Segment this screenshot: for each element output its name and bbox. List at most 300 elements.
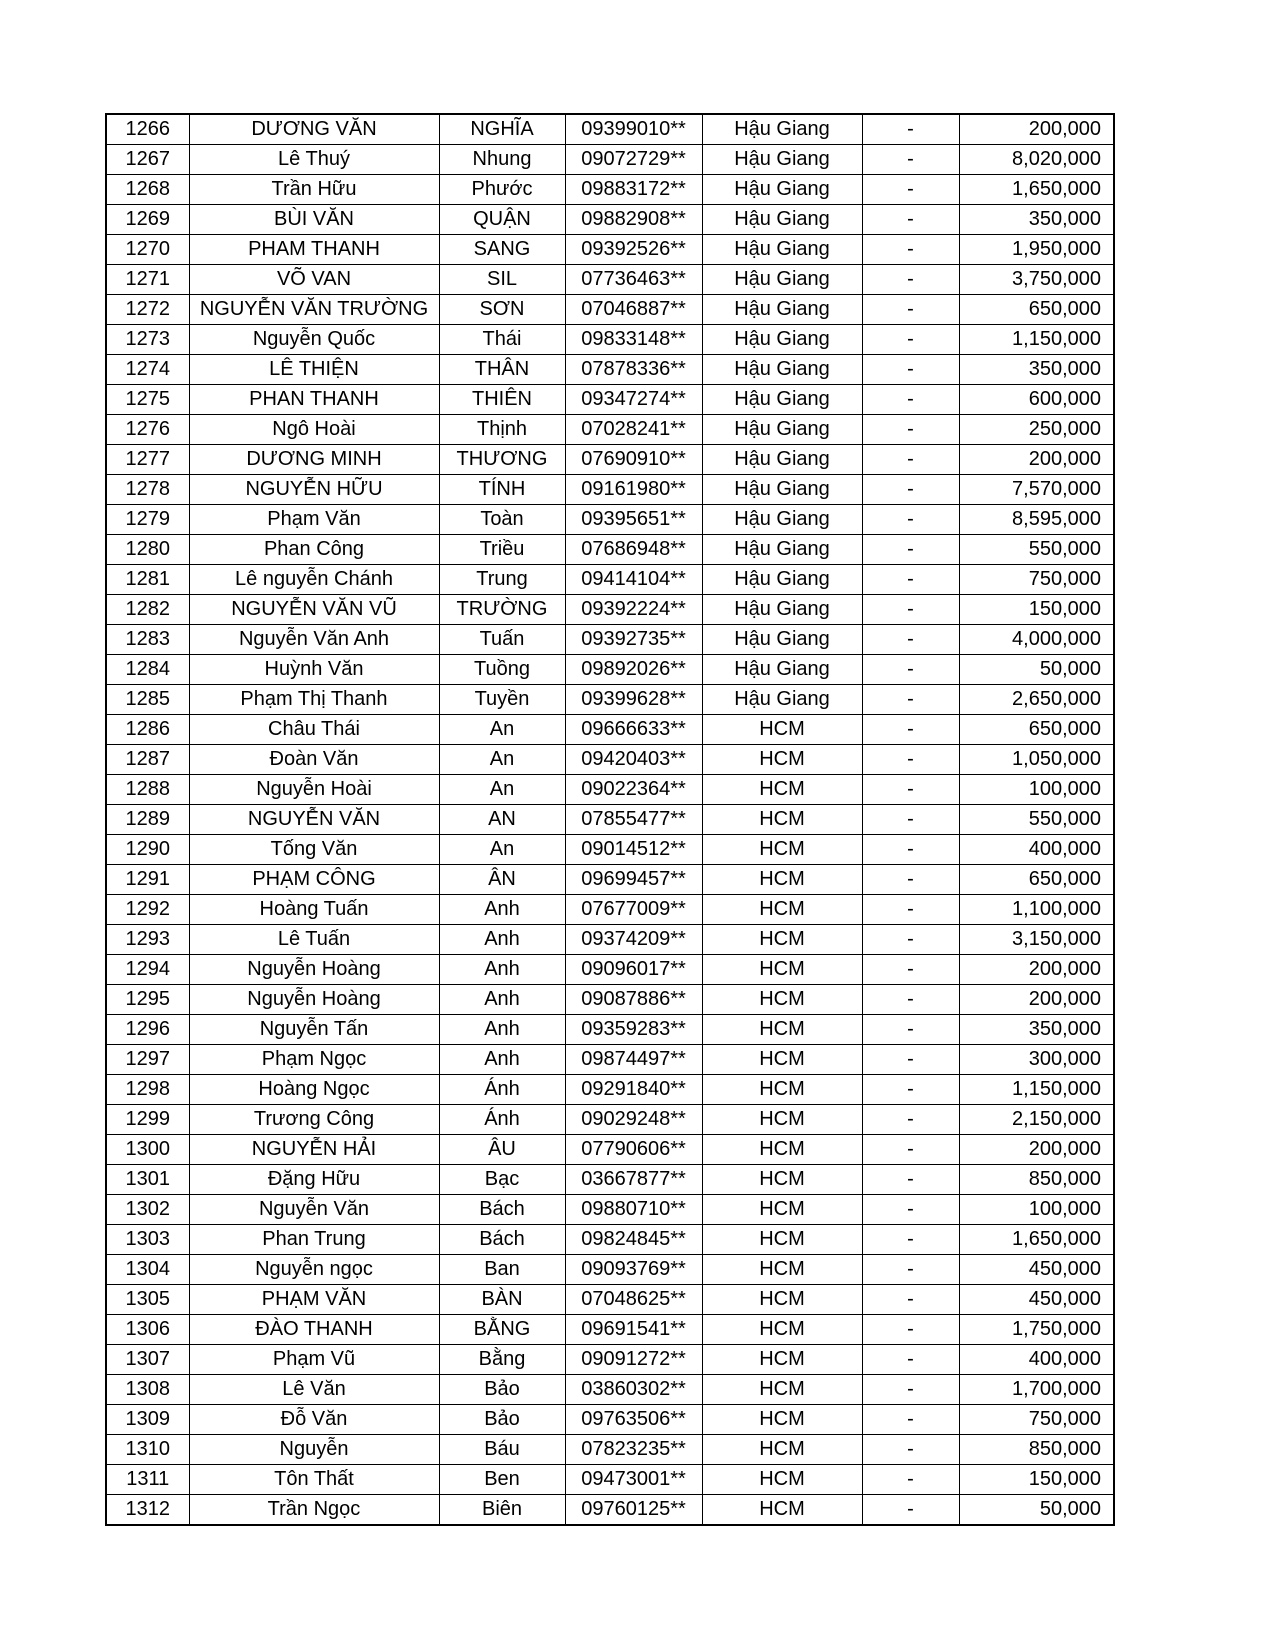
phone-number-cell: 09763506** [565, 1405, 702, 1435]
table-row [106, 925, 1114, 955]
table-row [106, 235, 1114, 265]
phone-number-cell: 09691541** [565, 1315, 702, 1345]
last-middle-name-cell: Phan Công [189, 535, 439, 565]
province-cell: HCM [702, 1225, 862, 1255]
last-middle-name-cell: Phạm Văn [189, 505, 439, 535]
last-middle-name-cell: Huỳnh Văn [189, 655, 439, 685]
placeholder-dash-cell: - [862, 265, 959, 295]
row-number-cell: 1277 [106, 445, 189, 475]
last-middle-name-cell: Lê Tuấn [189, 925, 439, 955]
row-number-cell: 1273 [106, 325, 189, 355]
province-cell: HCM [702, 895, 862, 925]
row-number-cell: 1275 [106, 385, 189, 415]
row-number-cell: 1268 [106, 175, 189, 205]
table-row [106, 1465, 1114, 1495]
phone-number-cell: 09414104** [565, 565, 702, 595]
province-cell: HCM [702, 805, 862, 835]
last-middle-name-cell: PHAN THANH [189, 385, 439, 415]
placeholder-dash-cell: - [862, 865, 959, 895]
placeholder-dash-cell: - [862, 1465, 959, 1495]
province-cell: Hậu Giang [702, 505, 862, 535]
province-cell: Hậu Giang [702, 145, 862, 175]
table-row [106, 1135, 1114, 1165]
placeholder-dash-cell: - [862, 1105, 959, 1135]
row-number-cell: 1272 [106, 295, 189, 325]
last-middle-name-cell: VÕ VAN [189, 265, 439, 295]
amount-cell: 350,000 [959, 355, 1114, 385]
placeholder-dash-cell: - [862, 595, 959, 625]
placeholder-dash-cell: - [862, 715, 959, 745]
amount-cell: 200,000 [959, 114, 1114, 145]
province-cell: HCM [702, 1075, 862, 1105]
placeholder-dash-cell: - [862, 955, 959, 985]
last-middle-name-cell: Nguyễn Văn [189, 1195, 439, 1225]
amount-cell: 1,750,000 [959, 1315, 1114, 1345]
phone-number-cell: 09087886** [565, 985, 702, 1015]
placeholder-dash-cell: - [862, 1345, 959, 1375]
row-number-cell: 1269 [106, 205, 189, 235]
table-body [106, 114, 1114, 1525]
phone-number-cell: 09022364** [565, 775, 702, 805]
placeholder-dash-cell: - [862, 655, 959, 685]
placeholder-dash-cell: - [862, 1285, 959, 1315]
row-number-cell: 1296 [106, 1015, 189, 1045]
row-number-cell: 1298 [106, 1075, 189, 1105]
row-number-cell: 1279 [106, 505, 189, 535]
phone-number-cell: 09880710** [565, 1195, 702, 1225]
table-row [106, 1075, 1114, 1105]
amount-cell: 850,000 [959, 1165, 1114, 1195]
table-row [106, 955, 1114, 985]
last-middle-name-cell: Phạm Thị Thanh [189, 685, 439, 715]
amount-cell: 50,000 [959, 655, 1114, 685]
phone-number-cell: 09072729** [565, 145, 702, 175]
phone-number-cell: 09473001** [565, 1465, 702, 1495]
placeholder-dash-cell: - [862, 295, 959, 325]
last-middle-name-cell: Đoàn Văn [189, 745, 439, 775]
row-number-cell: 1280 [106, 535, 189, 565]
amount-cell: 400,000 [959, 1345, 1114, 1375]
province-cell: HCM [702, 1375, 862, 1405]
phone-number-cell: 07823235** [565, 1435, 702, 1465]
province-cell: Hậu Giang [702, 445, 862, 475]
table-row [106, 1015, 1114, 1045]
given-name-cell: Anh [439, 1045, 565, 1075]
last-middle-name-cell: Nguyễn [189, 1435, 439, 1465]
placeholder-dash-cell: - [862, 1225, 959, 1255]
table-row [106, 715, 1114, 745]
province-cell: Hậu Giang [702, 595, 862, 625]
last-middle-name-cell: NGUYỄN VĂN [189, 805, 439, 835]
table-row [106, 595, 1114, 625]
phone-number-cell: 09760125** [565, 1495, 702, 1526]
row-number-cell: 1271 [106, 265, 189, 295]
last-middle-name-cell: Lê Thuý [189, 145, 439, 175]
donor-table [105, 113, 1115, 1526]
amount-cell: 550,000 [959, 805, 1114, 835]
row-number-cell: 1303 [106, 1225, 189, 1255]
phone-number-cell: 09420403** [565, 745, 702, 775]
table-row [106, 1375, 1114, 1405]
phone-number-cell: 09093769** [565, 1255, 702, 1285]
row-number-cell: 1311 [106, 1465, 189, 1495]
amount-cell: 2,650,000 [959, 685, 1114, 715]
phone-number-cell: 09392735** [565, 625, 702, 655]
province-cell: HCM [702, 1495, 862, 1526]
row-number-cell: 1282 [106, 595, 189, 625]
phone-number-cell: 09392224** [565, 595, 702, 625]
given-name-cell: Thịnh [439, 415, 565, 445]
row-number-cell: 1290 [106, 835, 189, 865]
given-name-cell: TÍNH [439, 475, 565, 505]
province-cell: HCM [702, 1015, 862, 1045]
amount-cell: 300,000 [959, 1045, 1114, 1075]
province-cell: HCM [702, 1045, 862, 1075]
given-name-cell: An [439, 715, 565, 745]
given-name-cell: Biên [439, 1495, 565, 1526]
province-cell: HCM [702, 745, 862, 775]
province-cell: HCM [702, 1285, 862, 1315]
given-name-cell: Báu [439, 1435, 565, 1465]
given-name-cell: THIÊN [439, 385, 565, 415]
given-name-cell: Nhung [439, 145, 565, 175]
row-number-cell: 1300 [106, 1135, 189, 1165]
province-cell: HCM [702, 715, 862, 745]
last-middle-name-cell: Nguyễn Quốc [189, 325, 439, 355]
phone-number-cell: 09374209** [565, 925, 702, 955]
table-row [106, 745, 1114, 775]
last-middle-name-cell: Nguyễn Hoài [189, 775, 439, 805]
amount-cell: 200,000 [959, 445, 1114, 475]
row-number-cell: 1295 [106, 985, 189, 1015]
last-middle-name-cell: LÊ THIỆN [189, 355, 439, 385]
placeholder-dash-cell: - [862, 925, 959, 955]
row-number-cell: 1310 [106, 1435, 189, 1465]
placeholder-dash-cell: - [862, 445, 959, 475]
amount-cell: 750,000 [959, 1405, 1114, 1435]
given-name-cell: BẰNG [439, 1315, 565, 1345]
table-row [106, 895, 1114, 925]
row-number-cell: 1284 [106, 655, 189, 685]
table-row [106, 1255, 1114, 1285]
placeholder-dash-cell: - [862, 1075, 959, 1105]
table-row [106, 295, 1114, 325]
phone-number-cell: 09882908** [565, 205, 702, 235]
phone-number-cell: 09395651** [565, 505, 702, 535]
last-middle-name-cell: Phạm Ngọc [189, 1045, 439, 1075]
given-name-cell: Bách [439, 1225, 565, 1255]
amount-cell: 100,000 [959, 1195, 1114, 1225]
given-name-cell: BÀN [439, 1285, 565, 1315]
table-row [106, 145, 1114, 175]
province-cell: HCM [702, 985, 862, 1015]
table-row [106, 1495, 1114, 1526]
given-name-cell: Anh [439, 1015, 565, 1045]
given-name-cell: Bảo [439, 1375, 565, 1405]
given-name-cell: An [439, 835, 565, 865]
table-row [106, 1345, 1114, 1375]
province-cell: Hậu Giang [702, 295, 862, 325]
table-row [106, 1105, 1114, 1135]
province-cell: HCM [702, 1465, 862, 1495]
province-cell: HCM [702, 1195, 862, 1225]
amount-cell: 450,000 [959, 1255, 1114, 1285]
amount-cell: 850,000 [959, 1435, 1114, 1465]
placeholder-dash-cell: - [862, 475, 959, 505]
table-row [106, 1225, 1114, 1255]
table-row [106, 835, 1114, 865]
given-name-cell: THÂN [439, 355, 565, 385]
row-number-cell: 1301 [106, 1165, 189, 1195]
province-cell: Hậu Giang [702, 415, 862, 445]
placeholder-dash-cell: - [862, 805, 959, 835]
placeholder-dash-cell: - [862, 1495, 959, 1526]
given-name-cell: Bảo [439, 1405, 565, 1435]
amount-cell: 50,000 [959, 1495, 1114, 1526]
phone-number-cell: 09699457** [565, 865, 702, 895]
phone-number-cell: 09347274** [565, 385, 702, 415]
row-number-cell: 1281 [106, 565, 189, 595]
table-row [106, 1315, 1114, 1345]
table-row [106, 1285, 1114, 1315]
placeholder-dash-cell: - [862, 1255, 959, 1285]
given-name-cell: Ánh [439, 1075, 565, 1105]
table-row [106, 685, 1114, 715]
last-middle-name-cell: Hoàng Ngọc [189, 1075, 439, 1105]
amount-cell: 1,050,000 [959, 745, 1114, 775]
given-name-cell: Ban [439, 1255, 565, 1285]
last-middle-name-cell: Nguyễn Văn Anh [189, 625, 439, 655]
placeholder-dash-cell: - [862, 1435, 959, 1465]
given-name-cell: Anh [439, 955, 565, 985]
last-middle-name-cell: Châu Thái [189, 715, 439, 745]
amount-cell: 350,000 [959, 1015, 1114, 1045]
row-number-cell: 1278 [106, 475, 189, 505]
amount-cell: 1,700,000 [959, 1375, 1114, 1405]
row-number-cell: 1307 [106, 1345, 189, 1375]
last-middle-name-cell: Đặng Hữu [189, 1165, 439, 1195]
phone-number-cell: 09091272** [565, 1345, 702, 1375]
last-middle-name-cell: Lê Văn [189, 1375, 439, 1405]
amount-cell: 150,000 [959, 595, 1114, 625]
row-number-cell: 1283 [106, 625, 189, 655]
given-name-cell: ÂU [439, 1135, 565, 1165]
table-row [106, 1045, 1114, 1075]
given-name-cell: An [439, 775, 565, 805]
given-name-cell: Tuấn [439, 625, 565, 655]
table-row [106, 655, 1114, 685]
province-cell: HCM [702, 1105, 862, 1135]
phone-number-cell: 09359283** [565, 1015, 702, 1045]
phone-number-cell: 09833148** [565, 325, 702, 355]
phone-number-cell: 09029248** [565, 1105, 702, 1135]
province-cell: Hậu Giang [702, 265, 862, 295]
amount-cell: 650,000 [959, 295, 1114, 325]
given-name-cell: THƯƠNG [439, 445, 565, 475]
row-number-cell: 1292 [106, 895, 189, 925]
province-cell: Hậu Giang [702, 325, 862, 355]
province-cell: Hậu Giang [702, 565, 862, 595]
placeholder-dash-cell: - [862, 205, 959, 235]
phone-number-cell: 07878336** [565, 355, 702, 385]
table-row [106, 415, 1114, 445]
row-number-cell: 1285 [106, 685, 189, 715]
province-cell: Hậu Giang [702, 475, 862, 505]
placeholder-dash-cell: - [862, 1315, 959, 1345]
given-name-cell: Bách [439, 1195, 565, 1225]
placeholder-dash-cell: - [862, 685, 959, 715]
phone-number-cell: 09824845** [565, 1225, 702, 1255]
province-cell: HCM [702, 1435, 862, 1465]
given-name-cell: AN [439, 805, 565, 835]
phone-number-cell: 09096017** [565, 955, 702, 985]
province-cell: Hậu Giang [702, 655, 862, 685]
row-number-cell: 1306 [106, 1315, 189, 1345]
given-name-cell: Anh [439, 925, 565, 955]
table-row [106, 1405, 1114, 1435]
amount-cell: 1,650,000 [959, 175, 1114, 205]
table-row [106, 175, 1114, 205]
province-cell: HCM [702, 775, 862, 805]
amount-cell: 1,950,000 [959, 235, 1114, 265]
placeholder-dash-cell: - [862, 355, 959, 385]
row-number-cell: 1291 [106, 865, 189, 895]
last-middle-name-cell: DƯƠNG MINH [189, 445, 439, 475]
table-row [106, 325, 1114, 355]
amount-cell: 600,000 [959, 385, 1114, 415]
phone-number-cell: 07855477** [565, 805, 702, 835]
last-middle-name-cell: Phạm Vũ [189, 1345, 439, 1375]
last-middle-name-cell: PHẠM CÔNG [189, 865, 439, 895]
row-number-cell: 1305 [106, 1285, 189, 1315]
given-name-cell: Ben [439, 1465, 565, 1495]
placeholder-dash-cell: - [862, 1375, 959, 1405]
table-row [106, 805, 1114, 835]
province-cell: HCM [702, 955, 862, 985]
last-middle-name-cell: NGUYỄN HỮU [189, 475, 439, 505]
placeholder-dash-cell: - [862, 505, 959, 535]
last-middle-name-cell: Nguyễn Hoàng [189, 985, 439, 1015]
amount-cell: 250,000 [959, 415, 1114, 445]
amount-cell: 650,000 [959, 865, 1114, 895]
amount-cell: 7,570,000 [959, 475, 1114, 505]
table-row [106, 445, 1114, 475]
last-middle-name-cell: DƯƠNG VĂN [189, 114, 439, 145]
last-middle-name-cell: Trần Hữu [189, 175, 439, 205]
amount-cell: 400,000 [959, 835, 1114, 865]
row-number-cell: 1266 [106, 114, 189, 145]
placeholder-dash-cell: - [862, 745, 959, 775]
table-row [106, 865, 1114, 895]
placeholder-dash-cell: - [862, 385, 959, 415]
given-name-cell: Trung [439, 565, 565, 595]
given-name-cell: Bằng [439, 1345, 565, 1375]
phone-number-cell: 07048625** [565, 1285, 702, 1315]
phone-number-cell: 07736463** [565, 265, 702, 295]
province-cell: HCM [702, 925, 862, 955]
last-middle-name-cell: NGUYỄN VĂN TRƯỜNG [189, 295, 439, 325]
amount-cell: 650,000 [959, 715, 1114, 745]
last-middle-name-cell: Nguyễn ngọc [189, 1255, 439, 1285]
last-middle-name-cell: Hoàng Tuấn [189, 895, 439, 925]
amount-cell: 450,000 [959, 1285, 1114, 1315]
given-name-cell: QUẬN [439, 205, 565, 235]
given-name-cell: Anh [439, 895, 565, 925]
placeholder-dash-cell: - [862, 565, 959, 595]
given-name-cell: An [439, 745, 565, 775]
given-name-cell: Phước [439, 175, 565, 205]
amount-cell: 4,000,000 [959, 625, 1114, 655]
given-name-cell: NGHĨA [439, 114, 565, 145]
province-cell: HCM [702, 1315, 862, 1345]
amount-cell: 8,020,000 [959, 145, 1114, 175]
row-number-cell: 1293 [106, 925, 189, 955]
province-cell: Hậu Giang [702, 685, 862, 715]
amount-cell: 150,000 [959, 1465, 1114, 1495]
row-number-cell: 1288 [106, 775, 189, 805]
province-cell: Hậu Giang [702, 235, 862, 265]
last-middle-name-cell: NGUYỄN HẢI [189, 1135, 439, 1165]
table-row [106, 1195, 1114, 1225]
given-name-cell: TRƯỜNG [439, 595, 565, 625]
province-cell: Hậu Giang [702, 114, 862, 145]
placeholder-dash-cell: - [862, 985, 959, 1015]
placeholder-dash-cell: - [862, 895, 959, 925]
row-number-cell: 1274 [106, 355, 189, 385]
amount-cell: 550,000 [959, 535, 1114, 565]
given-name-cell: SIL [439, 265, 565, 295]
row-number-cell: 1309 [106, 1405, 189, 1435]
placeholder-dash-cell: - [862, 835, 959, 865]
phone-number-cell: 09666633** [565, 715, 702, 745]
table-row [106, 385, 1114, 415]
table-row [106, 985, 1114, 1015]
phone-number-cell: 09161980** [565, 475, 702, 505]
placeholder-dash-cell: - [862, 1015, 959, 1045]
table-row [106, 535, 1114, 565]
amount-cell: 1,150,000 [959, 325, 1114, 355]
province-cell: Hậu Giang [702, 535, 862, 565]
given-name-cell: ÂN [439, 865, 565, 895]
province-cell: HCM [702, 1165, 862, 1195]
phone-number-cell: 09399010** [565, 114, 702, 145]
given-name-cell: Ánh [439, 1105, 565, 1135]
given-name-cell: Bạc [439, 1165, 565, 1195]
province-cell: Hậu Giang [702, 175, 862, 205]
row-number-cell: 1312 [106, 1495, 189, 1526]
placeholder-dash-cell: - [862, 1045, 959, 1075]
province-cell: HCM [702, 1135, 862, 1165]
phone-number-cell: 07790606** [565, 1135, 702, 1165]
placeholder-dash-cell: - [862, 1405, 959, 1435]
amount-cell: 100,000 [959, 775, 1114, 805]
given-name-cell: Tuồng [439, 655, 565, 685]
table-row [106, 355, 1114, 385]
row-number-cell: 1287 [106, 745, 189, 775]
placeholder-dash-cell: - [862, 175, 959, 205]
placeholder-dash-cell: - [862, 625, 959, 655]
table-row [106, 775, 1114, 805]
table-row [106, 625, 1114, 655]
last-middle-name-cell: Lê nguyễn Chánh [189, 565, 439, 595]
given-name-cell: SƠN [439, 295, 565, 325]
phone-number-cell: 03667877** [565, 1165, 702, 1195]
province-cell: Hậu Giang [702, 385, 862, 415]
amount-cell: 3,150,000 [959, 925, 1114, 955]
province-cell: HCM [702, 1345, 862, 1375]
row-number-cell: 1289 [106, 805, 189, 835]
province-cell: HCM [702, 1255, 862, 1285]
